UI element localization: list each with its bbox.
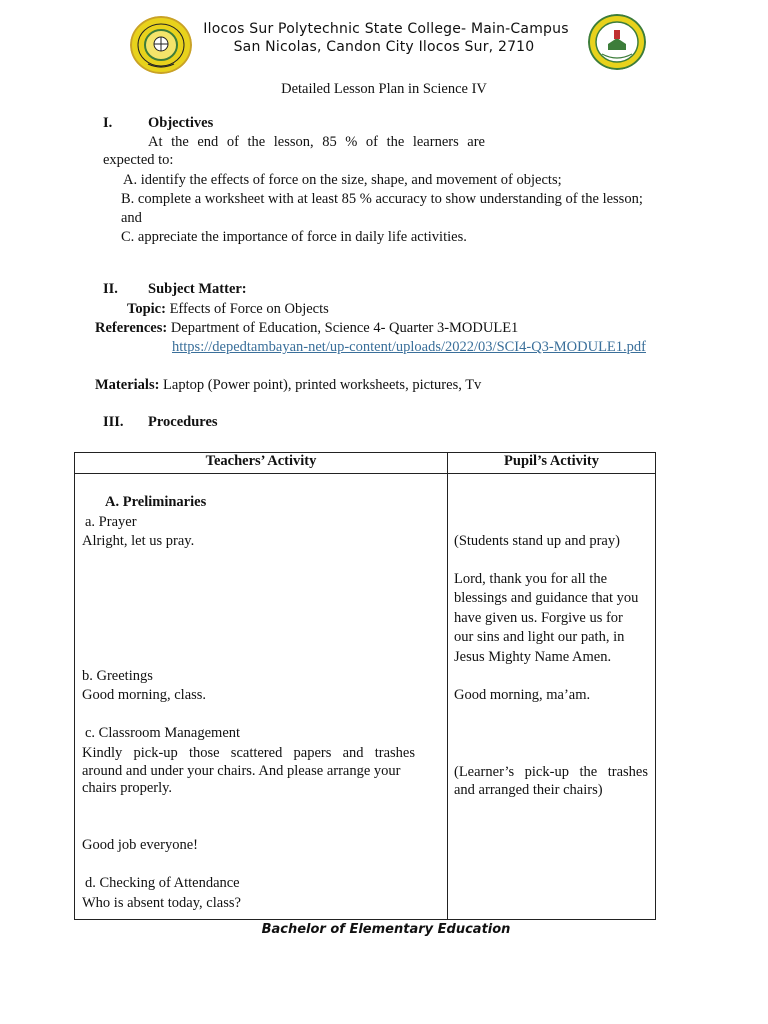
pupil-activity-cell [448, 474, 656, 920]
pupil-prayer-line: have given us. Forgive us for [454, 610, 623, 626]
objective-item: A. identify the effects of force on the size, shape, and movement of objects; [123, 172, 562, 188]
greetings-text: Good morning, class. [82, 687, 207, 703]
institution-address: San Nicolas, Candon City Ilocos Sur, 2710 [233, 39, 535, 55]
references-line [95, 320, 518, 337]
reference-link[interactable]: https://depedtambayan-net/up-content/uploads/2022/03/SCI4-Q3-MODULE1.pdf [172, 339, 646, 355]
topic-label: Topic: [127, 301, 166, 317]
pupil-prayer-line: Lord, thank you for all the [454, 571, 608, 587]
pupil-prayer-line: Jesus Mighty Name Amen. [454, 649, 612, 665]
management-line1: Kindly pick-up those scattered papers and trashes [82, 745, 415, 761]
praise-text: Good job everyone! [82, 837, 198, 853]
section-numeral-objectives: I. [103, 115, 113, 131]
column-header-teacher: Teachers’ Activity [75, 453, 448, 474]
greetings-label: b. Greetings [82, 668, 153, 684]
objective-item: and [121, 210, 142, 226]
pupil-management-line1: (Learner’s pick-up the trashes [454, 764, 648, 780]
preliminaries-heading: A. Preliminaries [105, 494, 207, 510]
procedures-table [74, 452, 656, 920]
prayer-label: a. Prayer [85, 514, 137, 530]
footer-program: Bachelor of Elementary Education [261, 922, 511, 937]
objectives-heading: Objectives [148, 115, 214, 131]
table-header-row [75, 453, 656, 474]
section-numeral-subject-matter: II. [103, 281, 118, 297]
topic-value: Effects of Force on Objects [169, 301, 329, 317]
prayer-text: Alright, let us pray. [82, 533, 195, 549]
management-line2: around and under your chairs. And please arrange your [82, 763, 401, 779]
attendance-text: Who is absent today, class? [82, 895, 241, 911]
objective-item: C. appreciate the importance of force in daily life activities. [121, 229, 467, 245]
teacher-activity-cell [75, 474, 448, 920]
institution-name: Ilocos Sur Polytechnic State College- Main-Campus [203, 21, 569, 37]
section-numeral-procedures: III. [103, 414, 124, 430]
procedures-heading: Procedures [148, 414, 218, 430]
objectives-intro-line1: At the end of the lesson, 85 % of the learners are [148, 134, 485, 150]
pupil-prayer-line: our sins and light our path, in [454, 629, 625, 645]
management-line3: chairs properly. [82, 780, 173, 796]
column-header-pupil: Pupil’s Activity [448, 453, 656, 474]
pupil-prayer-line: blessings and guidance that you [454, 590, 639, 606]
materials-label: Materials: [95, 377, 160, 393]
reference-value: Department of Education, Science 4- Quarter 3-MODULE1 [170, 320, 519, 336]
references-label: References: [95, 320, 168, 336]
pupil-prayer-action: (Students stand up and pray) [454, 533, 620, 549]
table-row [75, 474, 656, 920]
management-label: c. Classroom Management [85, 725, 241, 741]
pupil-management-line2: and arranged their chairs) [454, 782, 603, 798]
materials-line [95, 377, 481, 394]
objectives-intro-line2: expected to: [103, 152, 174, 168]
document-title: Detailed Lesson Plan in Science IV [281, 81, 487, 97]
materials-value: Laptop (Power point), printed worksheets, pictures, Tv [163, 377, 482, 393]
subject-matter-heading: Subject Matter: [148, 281, 247, 297]
attendance-label: d. Checking of Attendance [85, 875, 240, 891]
objective-item: B. complete a worksheet with at least 85 % accuracy to show understanding of the lesson; [121, 191, 643, 207]
pupil-greeting: Good morning, ma’am. [454, 687, 591, 703]
topic-line [127, 301, 329, 318]
